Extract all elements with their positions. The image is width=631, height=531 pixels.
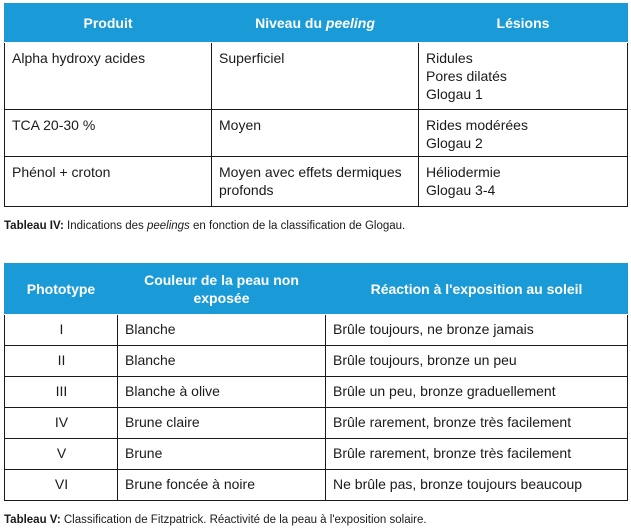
cell-lesions: Rides modérées Glogau 2: [419, 110, 628, 157]
header-skin-color: Couleur de la peau non exposée: [118, 264, 326, 315]
header-product: Produit: [5, 4, 212, 43]
cell-sun-reaction: Brûle toujours, bronze un peu: [326, 346, 628, 377]
table-caption-iv: Tableau IV: Indications des peelings en fonction de la classification de Glogau.: [4, 220, 406, 232]
cell-sun-reaction: Ne brûle pas, bronze toujours beaucoup: [326, 470, 628, 501]
table-row: [5, 377, 628, 408]
table-row: [5, 110, 628, 157]
cell-lesions: Ridules Pores dilatés Glogau 1: [419, 43, 628, 110]
cell-phototype: II: [5, 346, 118, 377]
cell-skin-color: Brune claire: [118, 408, 326, 439]
cell-product: TCA 20-30 %: [5, 110, 212, 157]
table-row: [5, 439, 628, 470]
table-row: [5, 157, 628, 207]
cell-skin-color: Blanche: [118, 315, 326, 346]
header-peeling-level: Niveau du peeling: [212, 4, 419, 43]
cell-phototype: IV: [5, 408, 118, 439]
cell-sun-reaction: Brûle toujours, ne bronze jamais: [326, 315, 628, 346]
peeling-indications-table: [4, 3, 628, 207]
cell-skin-color: Brune: [118, 439, 326, 470]
cell-phototype: III: [5, 377, 118, 408]
cell-phototype: V: [5, 439, 118, 470]
cell-level: Moyen: [212, 110, 419, 157]
cell-product: Alpha hydroxy acides: [5, 43, 212, 110]
cell-phototype: VI: [5, 470, 118, 501]
cell-skin-color: Blanche: [118, 346, 326, 377]
table-row: [5, 43, 628, 110]
table-header-row: [5, 4, 628, 43]
header-phototype: Phototype: [5, 264, 118, 315]
table-caption-v: Tableau V: Classification de Fitzpatrick. Réactivité de la peau à l'exposition solaire.: [4, 514, 427, 526]
table-row: [5, 346, 628, 377]
table-header-row: [5, 264, 628, 315]
header-lesions: Lésions: [419, 4, 628, 43]
cell-sun-reaction: Brûle un peu, bronze graduellement: [326, 377, 628, 408]
cell-level: Moyen avec effets dermiques profonds: [212, 157, 419, 207]
table-row: [5, 470, 628, 501]
cell-sun-reaction: Brûle rarement, bronze très facilement: [326, 439, 628, 470]
cell-phototype: I: [5, 315, 118, 346]
cell-skin-color: Blanche à olive: [118, 377, 326, 408]
table-row: [5, 315, 628, 346]
table-row: [5, 408, 628, 439]
cell-sun-reaction: Brûle rarement, bronze très facilement: [326, 408, 628, 439]
fitzpatrick-table: [4, 263, 628, 501]
cell-level: Superficiel: [212, 43, 419, 110]
cell-lesions: Héliodermie Glogau 3-4: [419, 157, 628, 207]
cell-product: Phénol + croton: [5, 157, 212, 207]
cell-skin-color: Brune foncée à noire: [118, 470, 326, 501]
header-sun-reaction: Réaction à l'exposition au soleil: [326, 264, 628, 315]
